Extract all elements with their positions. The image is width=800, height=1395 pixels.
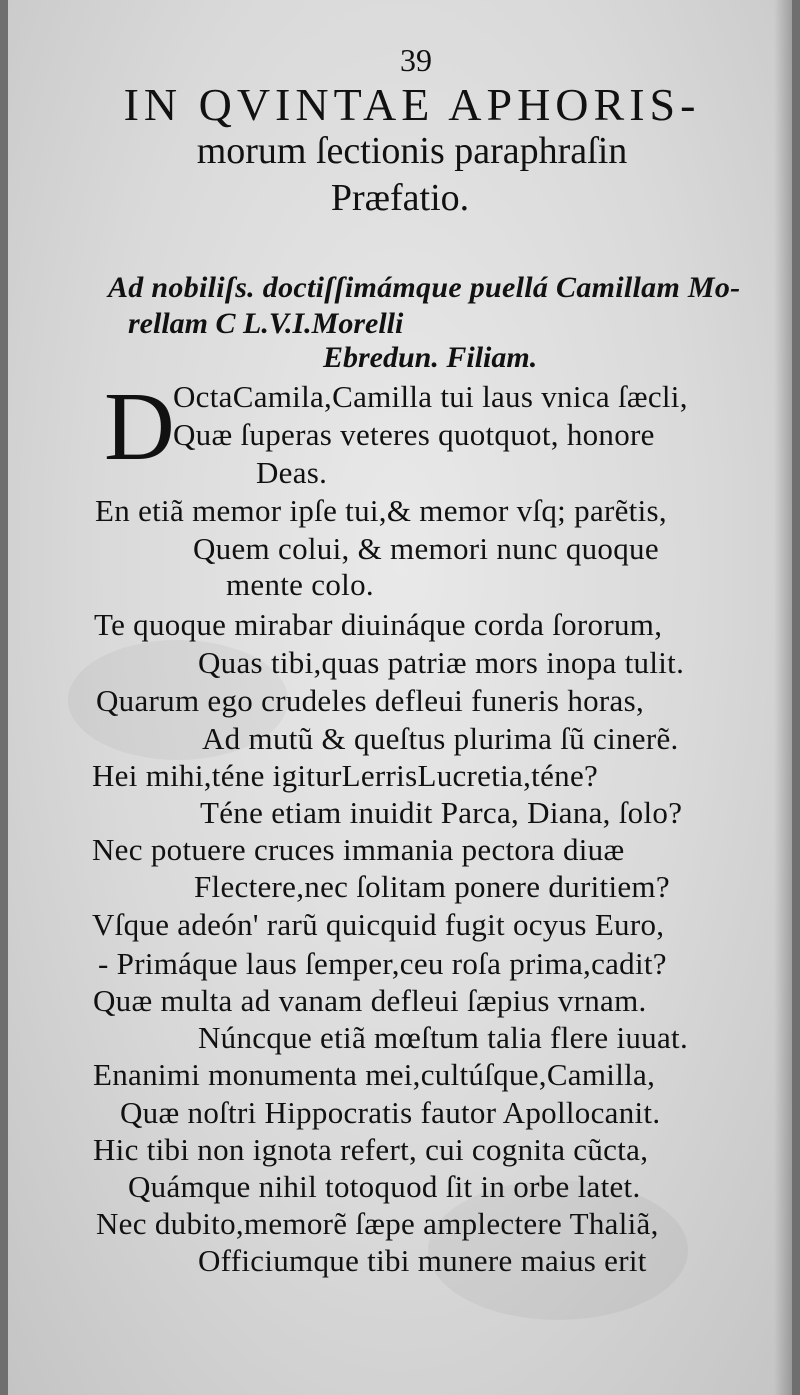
verse-line: Vſque adeón' rarũ quicquid fugit ocyus Euro, <box>92 907 665 942</box>
verse-line: OctaCamila,Camilla tui laus vnica ſæcli, <box>173 379 688 414</box>
verse-line: Deas. <box>256 455 328 490</box>
verse-line: Te quoque mirabar diuináque corda ſororum, <box>94 607 663 642</box>
verse-line: mente colo. <box>226 567 374 602</box>
verse-line: Hei mihi,téne igiturLerrisLucretia,téne? <box>92 758 599 793</box>
verse-line: Nec dubito,memorẽ ſæpe amplectere Thaliã, <box>96 1206 659 1241</box>
verse-line: Hic tibi non ignota refert, cui cognita cũcta, <box>93 1132 649 1167</box>
verse-line: Quæ multa ad vanam defleui ſæpius vrnam. <box>93 983 647 1018</box>
verse-line: Quas tibi,quas patriæ mors inopa tulit. <box>198 645 685 680</box>
verse-line: Quámque nihil totoquod ſit in orbe latet. <box>128 1169 641 1204</box>
dedication-line-2: rellam C L.V.I.Morelli <box>128 307 404 340</box>
dedication-line-1: Ad nobiliſs. doctiſſimámque puellá Camillam Mo- <box>108 271 741 304</box>
verse-line: En etiã memor ipſe tui,& memor vſq; parẽtis, <box>95 493 667 528</box>
heading-line-1: IN QVINTAE APHORIS- <box>123 79 701 130</box>
dedication-line-3: Ebredun. Filiam. <box>323 341 538 374</box>
page-number: 39 <box>400 42 432 78</box>
heading-line-2: morum ſectionis paraphraſin <box>196 130 628 172</box>
verse-line: Ad mutũ & queſtus plurima ſũ cinerẽ. <box>202 721 679 756</box>
verse-line: Nec potuere cruces immania pectora diuæ <box>92 832 625 867</box>
verse-line: Flectere,nec ſolitam ponere duritiem? <box>194 869 670 904</box>
verse-line: - Primáque laus ſemper,ceu roſa prima,cadit? <box>98 946 667 981</box>
heading-line-3: Præfatio. <box>330 177 470 219</box>
verse-line: Quarum ego crudeles defleui funeris horas, <box>96 683 645 718</box>
book-page <box>8 0 792 1395</box>
verse-line: Enanimi monumenta mei,cultúſque,Camilla, <box>93 1057 656 1092</box>
verse-line: Téne etiam inuidit Parca, Diana, ſolo? <box>200 795 683 830</box>
verse-line: Quem colui, & memori nunc quoque <box>193 531 659 566</box>
verse-line: Núncque etiã mœſtum talia flere iuuat. <box>198 1020 689 1055</box>
verse-line: Quæ noſtri Hippocratis fautor Apollocanit. <box>120 1095 661 1130</box>
verse-line: Officiumque tibi munere maius erit <box>198 1243 647 1278</box>
drop-cap: D <box>104 373 175 481</box>
verse-line: Quæ ſuperas veteres quotquot, honore <box>173 417 655 452</box>
